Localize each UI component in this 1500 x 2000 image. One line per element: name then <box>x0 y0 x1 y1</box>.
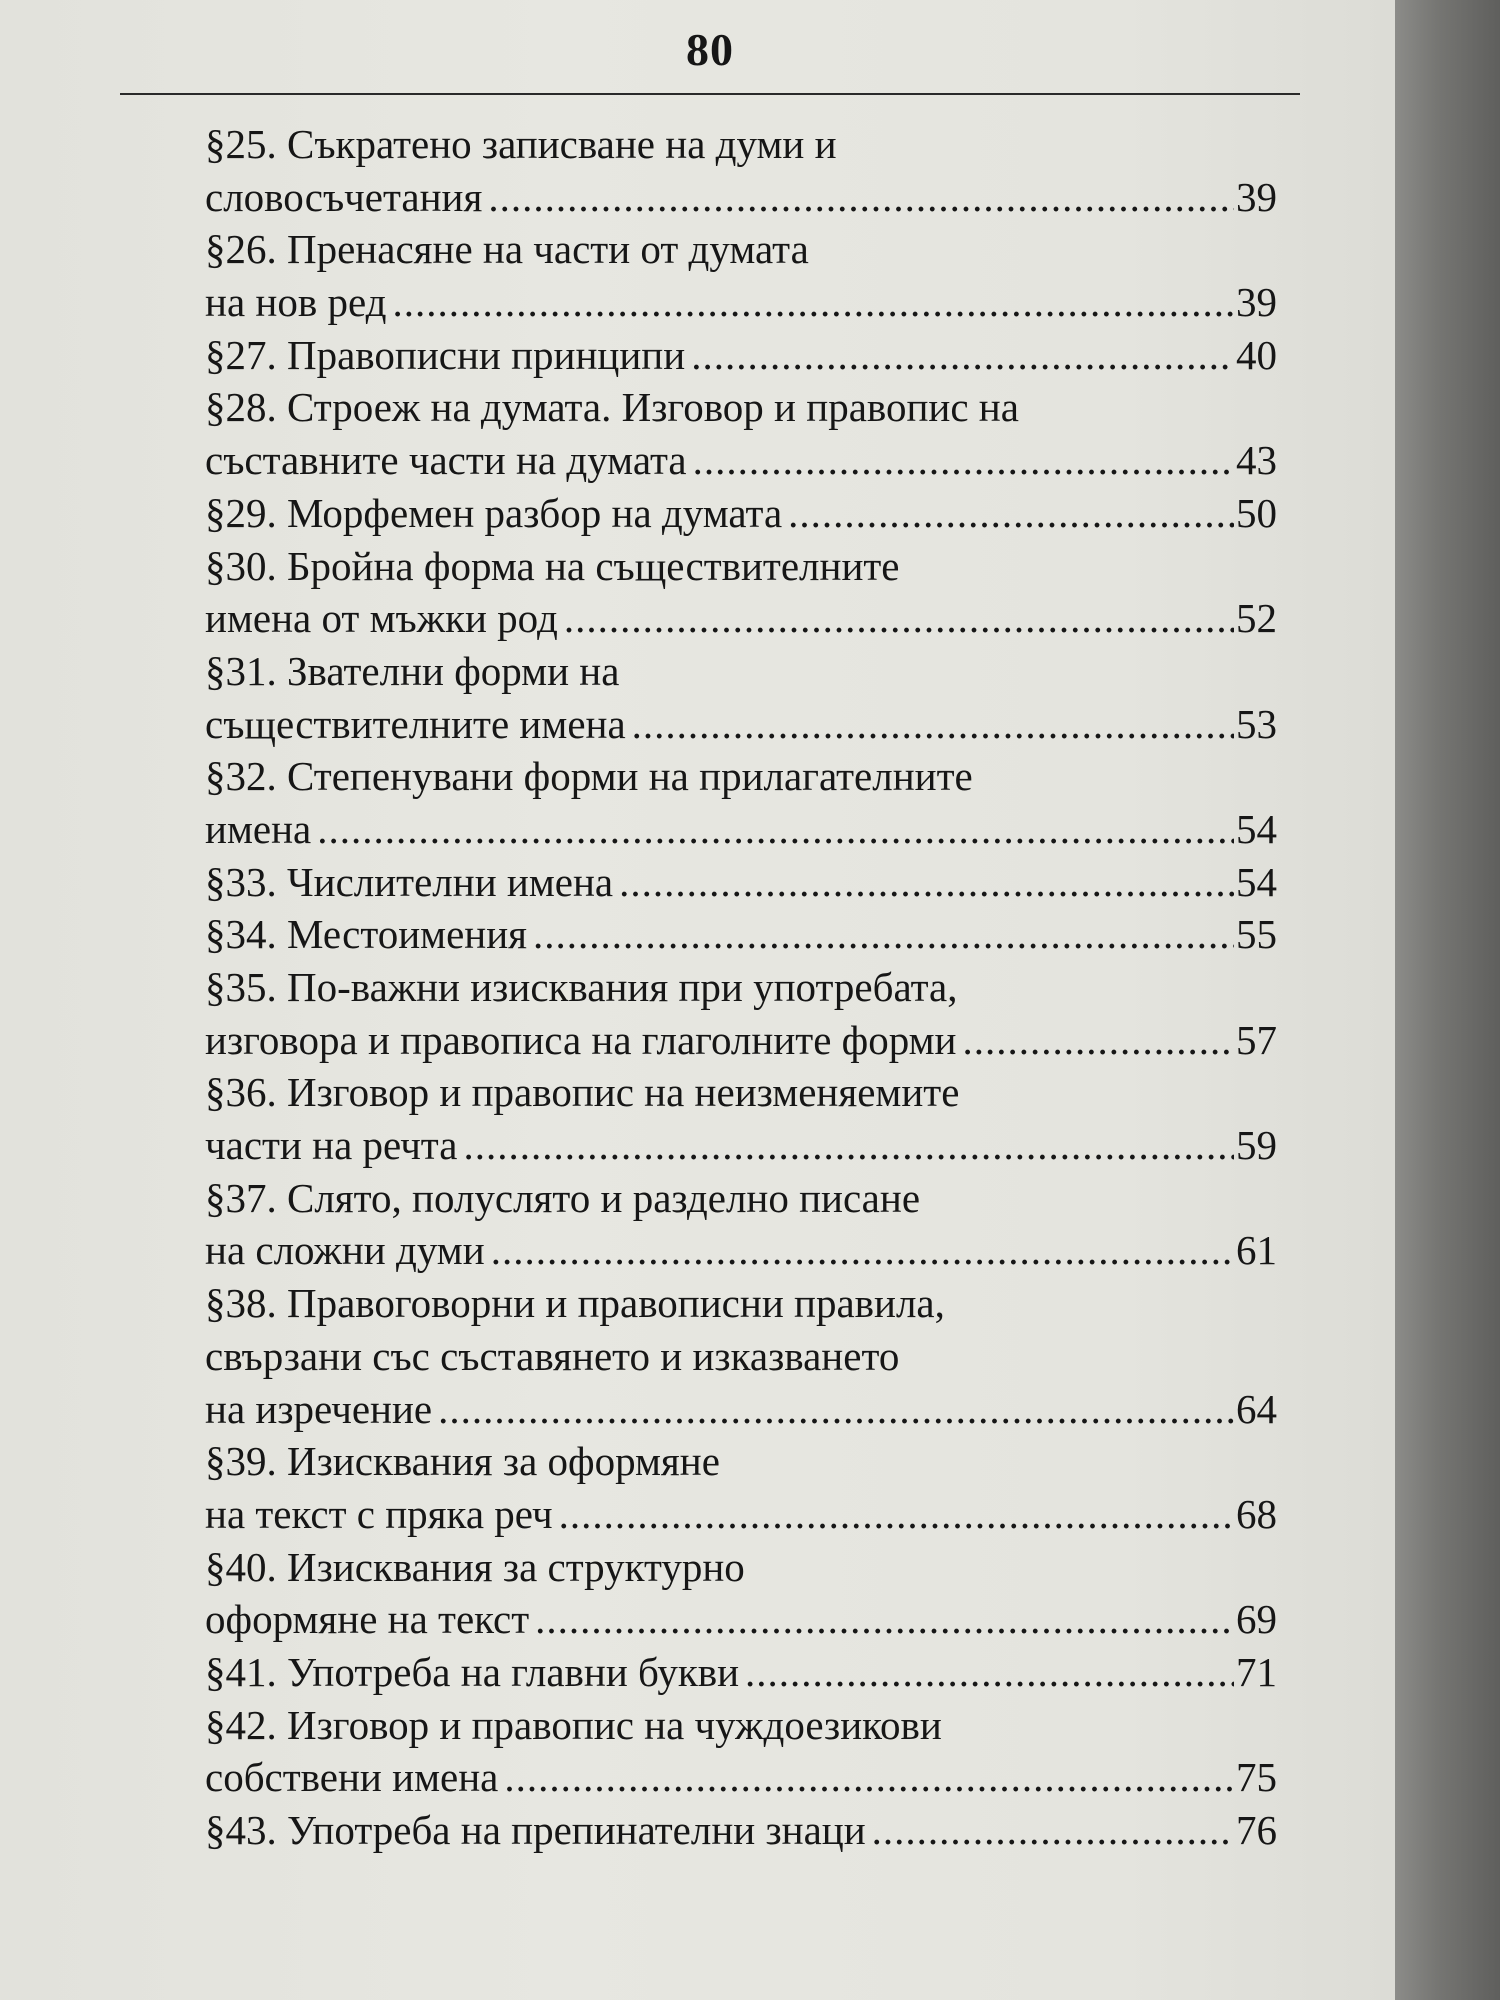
toc-entry-text: §25. Съкратено записване на думи и <box>205 121 837 167</box>
toc-entry-last-line <box>205 329 1277 382</box>
toc-entry-text: на изречение <box>205 1385 433 1432</box>
toc-page-number: 43 <box>1236 437 1277 484</box>
dot-leader <box>392 276 1234 329</box>
toc-entry-text: §42. Изговор и правопис на чуждоезикови <box>205 1701 942 1748</box>
toc-page-number: 57 <box>1236 1016 1277 1063</box>
toc-entry-line <box>205 223 1277 276</box>
toc-entry-text: §28. Строеж на думата. Изговор и правопис на <box>205 384 1019 431</box>
toc-entry <box>205 750 1277 855</box>
toc-entry <box>205 1172 1277 1277</box>
toc-entry <box>205 487 1277 540</box>
toc-entry-last-line <box>205 1014 1277 1067</box>
toc-entry <box>205 223 1277 328</box>
toc-entry <box>205 961 1277 1066</box>
dot-leader <box>962 1014 1234 1067</box>
toc-entry <box>205 1277 1277 1435</box>
toc-entry-text: свързани със съставянето и изказването <box>205 1332 900 1379</box>
dot-leader <box>872 1804 1234 1857</box>
toc-entry-last-line <box>205 276 1277 329</box>
toc-entry-text: §38. Правоговорни и правописни правила, <box>205 1280 945 1327</box>
toc-entry-last-line <box>205 803 1277 856</box>
toc-entry-last-line <box>205 1119 1277 1172</box>
toc-entry-last-line <box>205 1224 1277 1277</box>
toc-entry-line <box>205 118 1277 171</box>
toc-entry-line <box>205 1277 1277 1330</box>
toc-entry-last-line <box>205 908 1277 961</box>
toc-entry-text: §30. Бройна форма на съществителните <box>205 542 900 589</box>
dot-leader <box>745 1646 1234 1699</box>
toc-entry-text: изговора и правописа на глаголните форми <box>205 1016 957 1063</box>
toc-entry-line <box>205 1541 1277 1594</box>
toc-entry <box>205 1435 1277 1540</box>
toc-entry-text: §31. Звателни форми на <box>205 647 620 694</box>
dot-leader <box>317 803 1234 856</box>
toc-page-number: 52 <box>1236 595 1277 642</box>
toc-entry-last-line <box>205 487 1277 540</box>
toc-entry-line <box>205 1435 1277 1488</box>
dot-leader <box>491 1224 1234 1277</box>
dot-leader <box>693 434 1234 487</box>
toc-entry-line <box>205 1699 1277 1752</box>
toc-page-number: 68 <box>1236 1490 1277 1537</box>
toc-entry-line <box>205 1066 1277 1119</box>
toc-page-number: 59 <box>1236 1122 1277 1169</box>
toc-page-number: 75 <box>1236 1754 1277 1801</box>
toc-entry-line <box>205 961 1277 1014</box>
toc-page-number: 76 <box>1236 1807 1277 1853</box>
toc-entry-last-line <box>205 856 1277 909</box>
toc-entry-text: съществителните имена <box>205 700 626 747</box>
toc-entry-text: §36. Изговор и правопис на неизменяемите <box>205 1069 960 1116</box>
toc-entry-line <box>205 1330 1277 1383</box>
dot-leader <box>619 856 1234 909</box>
toc-entry-text: собствени имена <box>205 1754 499 1801</box>
toc-entry-line <box>205 381 1277 434</box>
toc-entry-text: имена <box>205 805 312 852</box>
toc-entry-line <box>205 645 1277 698</box>
toc-page-number: 54 <box>1236 805 1277 852</box>
toc-entry <box>205 540 1277 645</box>
toc-page-number: 69 <box>1236 1596 1277 1643</box>
toc-entry-text: на нов ред <box>205 279 387 326</box>
toc-page-number: 50 <box>1236 489 1277 536</box>
toc-entry-text: §39. Изисквания за оформяне <box>205 1438 720 1485</box>
dot-leader <box>632 698 1234 751</box>
dot-leader <box>535 1593 1234 1646</box>
toc-entry-text: имена от мъжки род <box>205 595 558 642</box>
toc-entry-last-line <box>205 592 1277 645</box>
toc-entry-text: на текст с пряка реч <box>205 1490 553 1537</box>
toc-entry-text: съставните части на думата <box>205 437 687 484</box>
dot-leader <box>488 171 1234 224</box>
toc-entry-last-line <box>205 1593 1277 1646</box>
page-number: 80 <box>686 24 734 75</box>
toc-entry-last-line <box>205 171 1277 224</box>
toc-page-number: 61 <box>1236 1227 1277 1274</box>
toc-entry-last-line <box>205 1383 1277 1436</box>
toc-entry-text: §27. Правописни принципи <box>205 331 686 378</box>
toc-entry-last-line <box>205 1488 1277 1541</box>
toc-entry-last-line <box>205 434 1277 487</box>
toc-entry <box>205 1541 1277 1646</box>
toc-page-number: 39 <box>1236 173 1277 220</box>
toc-entry-text: части на речта <box>205 1122 458 1169</box>
toc-page-number: 39 <box>1236 279 1277 326</box>
toc-entry <box>205 645 1277 750</box>
toc-entry <box>205 908 1277 961</box>
toc-entry <box>205 118 1277 223</box>
toc-page-number: 54 <box>1236 858 1277 905</box>
toc-page-number: 55 <box>1236 911 1277 958</box>
toc-entry-text: словосъчетания <box>205 173 483 220</box>
toc-entry-text: §40. Изисквания за структурно <box>205 1543 745 1590</box>
toc-entry-line <box>205 1172 1277 1225</box>
dot-leader <box>564 592 1234 645</box>
toc-entry <box>205 1804 1277 1857</box>
toc-page-number: 40 <box>1236 331 1277 378</box>
toc-entry <box>205 856 1277 909</box>
toc-entry-text: §43. Употреба на препинателни знаци <box>205 1807 866 1853</box>
toc-entry-text: на сложни думи <box>205 1227 485 1274</box>
dot-leader <box>438 1383 1234 1436</box>
toc-entry-text: §41. Употреба на главни букви <box>205 1648 740 1695</box>
toc-entry <box>205 1699 1277 1804</box>
dot-leader <box>504 1751 1234 1804</box>
toc-page-number: 64 <box>1236 1385 1277 1432</box>
dot-leader <box>691 329 1234 382</box>
toc-entry-text: §33. Числителни имена <box>205 858 614 905</box>
toc-entry <box>205 1646 1277 1699</box>
toc-entry-last-line <box>205 1646 1277 1699</box>
toc-entry-text: §26. Пренасяне на части от думата <box>205 226 809 273</box>
toc-entry-last-line <box>205 1804 1277 1857</box>
toc-entry-text: §35. По-важни изисквания при употребата, <box>205 964 958 1010</box>
toc-entry-text: §32. Степенувани форми на прилагателните <box>205 753 973 800</box>
dot-leader <box>533 908 1234 961</box>
toc-entry <box>205 329 1277 382</box>
facing-page-edge <box>1395 0 1500 2000</box>
dot-leader <box>788 487 1234 540</box>
toc-entry-line <box>205 540 1277 593</box>
toc-entry-last-line <box>205 698 1277 751</box>
toc-entry-text: оформяне на текст <box>205 1596 530 1643</box>
toc-entry-last-line <box>205 1751 1277 1804</box>
toc-entry-text: §34. Местоимения <box>205 911 528 958</box>
toc-entry-text: §37. Слято, полуслято и разделно писане <box>205 1174 921 1221</box>
header-rule <box>120 93 1300 95</box>
dot-leader <box>559 1488 1234 1541</box>
toc-entry-text: §29. Морфемен разбор на думата <box>205 489 783 536</box>
table-of-contents <box>205 118 1277 1857</box>
toc-entry <box>205 381 1277 486</box>
toc-entry <box>205 1066 1277 1171</box>
toc-page-number: 71 <box>1236 1648 1277 1695</box>
toc-page-number: 53 <box>1236 700 1277 747</box>
dot-leader <box>463 1119 1234 1172</box>
toc-entry-line <box>205 750 1277 803</box>
